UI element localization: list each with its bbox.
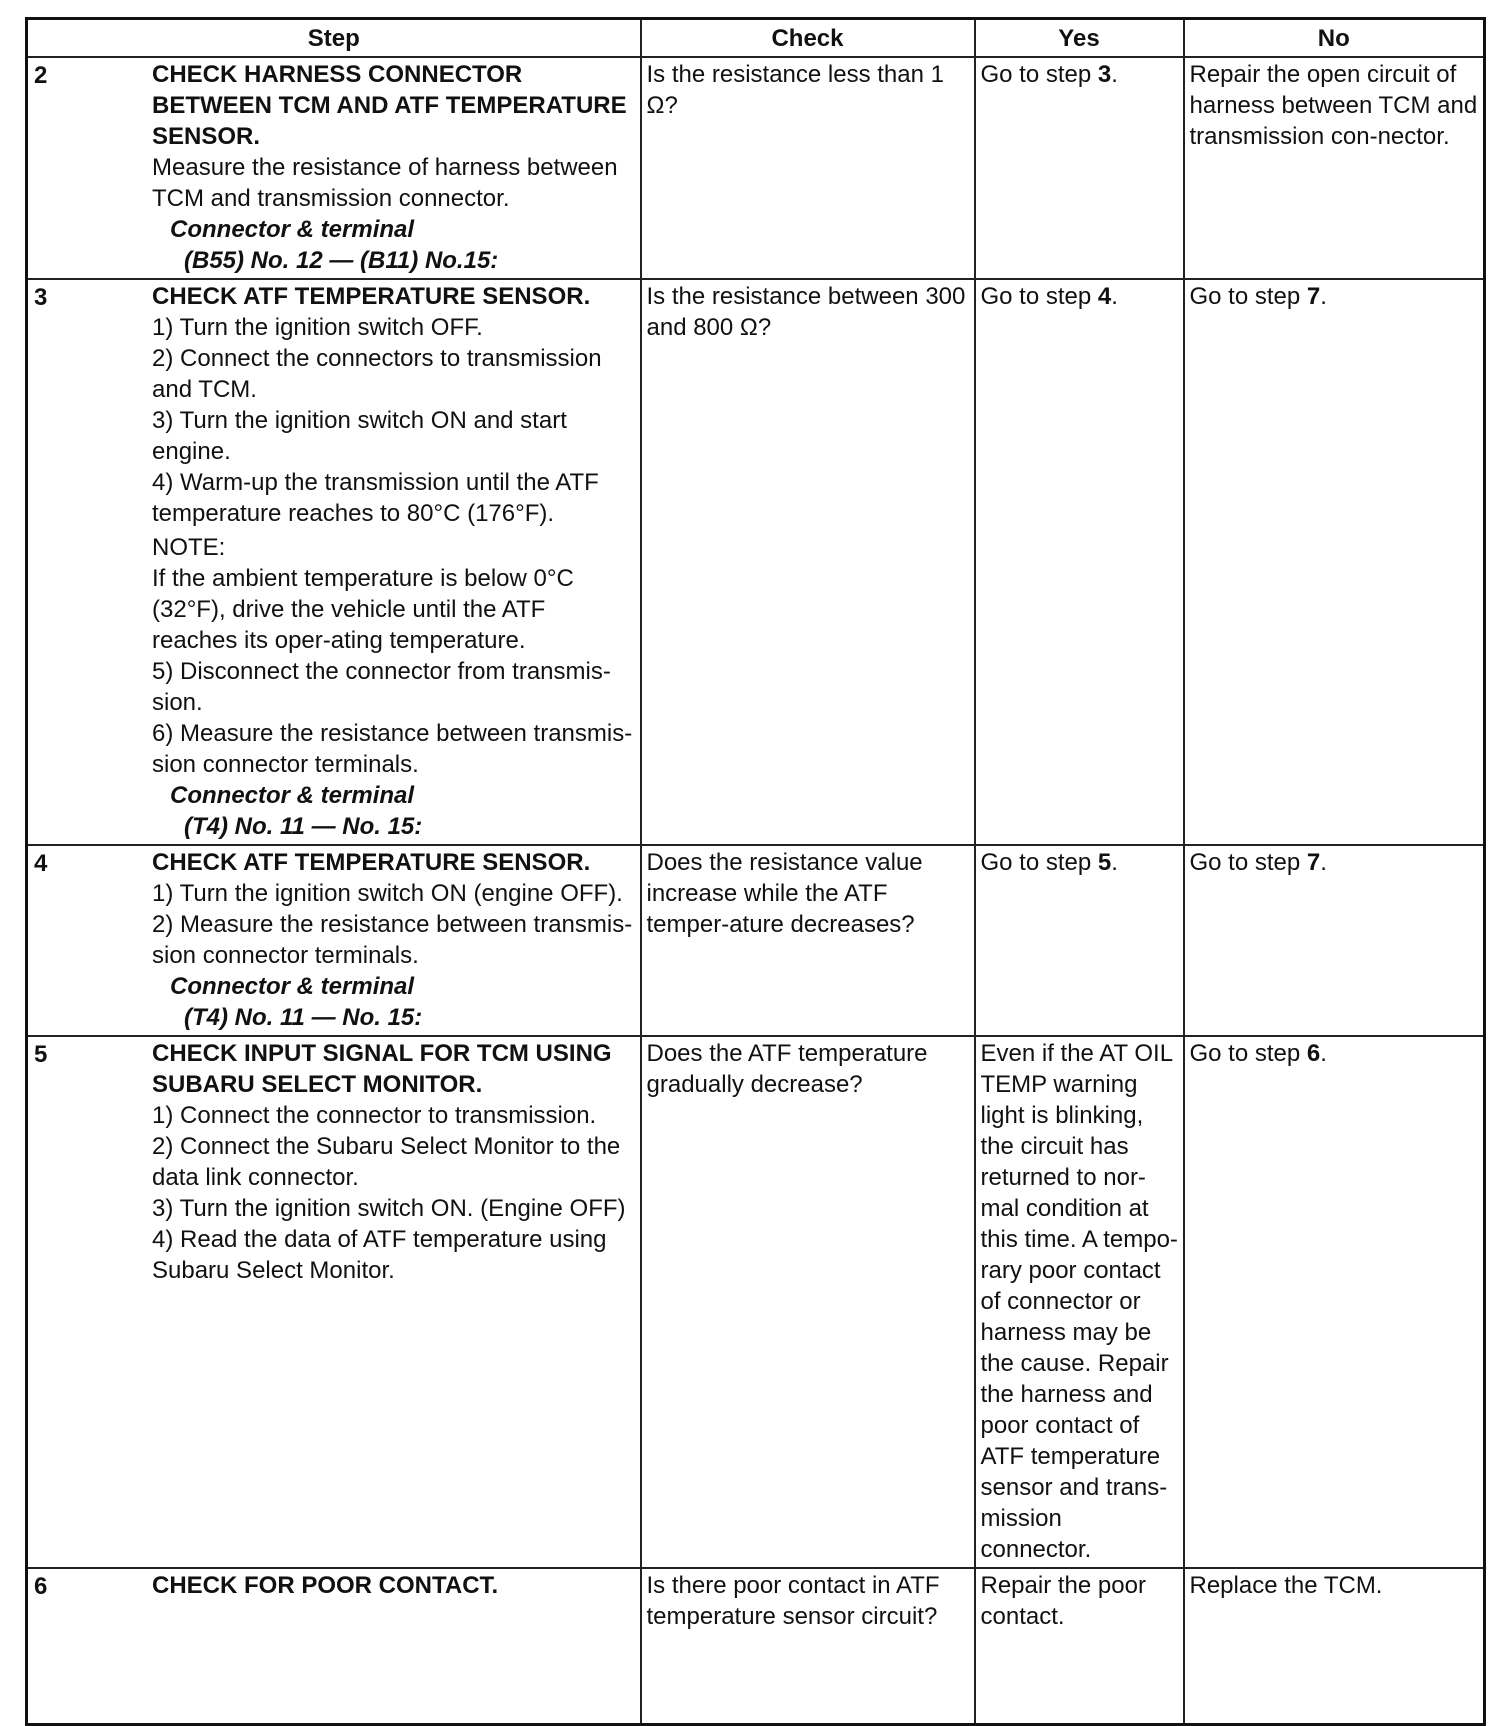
- no-cell: Repair the open circuit of harness between TCM and transmission con-nector.: [1184, 57, 1485, 279]
- check-cell: Does the ATF temperature gradually decrease?: [641, 1036, 975, 1568]
- yes-cell: [975, 845, 1184, 1036]
- no-suffix: .: [1320, 283, 1327, 310]
- header-step: Step: [27, 19, 641, 58]
- no-suffix: .: [1320, 1040, 1327, 1067]
- terminal-label: (B55) No. 12 — (B11) No.15:: [184, 247, 499, 274]
- header-yes: Yes: [975, 19, 1184, 58]
- header-row: [27, 19, 1485, 58]
- connector-label: Connector & terminal: [170, 216, 415, 243]
- step-line: 5) Disconnect the connector from transmis-sion.: [152, 658, 611, 716]
- step-cell: [27, 845, 641, 1036]
- no-cell: [1184, 279, 1485, 845]
- note-label: NOTE:: [152, 534, 226, 561]
- step-cell: [27, 57, 641, 279]
- check-cell: Is there poor contact in ATF temperature sensor circuit?: [641, 1568, 975, 1724]
- no-cell: [1184, 845, 1485, 1036]
- yes-text: Go to step: [980, 849, 1098, 876]
- step-number: 6: [34, 1573, 48, 1600]
- yes-text: Go to step: [980, 283, 1098, 310]
- step-line: Measure the resistance of harness between TCM and transmission connector.: [152, 154, 618, 212]
- no-cell: Replace the TCM.: [1184, 1568, 1485, 1724]
- step-number: 4: [34, 850, 48, 877]
- terminal-label: (T4) No. 11 — No. 15:: [184, 813, 423, 840]
- table-row: [27, 1036, 1485, 1568]
- table-row: [27, 279, 1485, 845]
- yes-cell: [975, 57, 1184, 279]
- step-cell: [27, 1036, 641, 1568]
- step-line: 2) Connect the connectors to transmission and TCM.: [152, 345, 602, 403]
- yes-suffix: .: [1111, 61, 1118, 88]
- header-no: No: [1184, 19, 1485, 58]
- header-check: Check: [641, 19, 975, 58]
- step-line: 2) Measure the resistance between transmis-sion connector terminals.: [152, 911, 633, 969]
- no-text: Go to step: [1189, 849, 1307, 876]
- step-title: CHECK HARNESS CONNECTOR BETWEEN TCM AND ATF TEMPERATURE SENSOR.: [152, 61, 627, 150]
- step-line: 4) Warm-up the transmission until the ATF temperature reaches to 80°C (176°F).: [152, 469, 599, 527]
- table-row: [27, 845, 1485, 1036]
- yes-step-ref: 5: [1097, 849, 1112, 876]
- no-step-ref: 7: [1306, 849, 1321, 876]
- check-cell: Is the resistance less than 1 Ω?: [641, 57, 975, 279]
- step-title: CHECK ATF TEMPERATURE SENSOR.: [152, 849, 591, 876]
- connector-label: Connector & terminal: [170, 973, 415, 1000]
- note-text: If the ambient temperature is below 0°C (32°F), drive the vehicle until the ATF reaches its oper-ating temperature.: [152, 565, 574, 654]
- connector-label: Connector & terminal: [170, 782, 415, 809]
- step-title: CHECK ATF TEMPERATURE SENSOR.: [152, 283, 591, 310]
- no-text: Go to step: [1189, 1040, 1307, 1067]
- step-line: 1) Connect the connector to transmission.: [152, 1102, 597, 1129]
- yes-cell: Repair the poor contact.: [975, 1568, 1184, 1724]
- step-line: 1) Turn the ignition switch ON (engine OFF).: [152, 880, 623, 907]
- step-line: 2) Connect the Subaru Select Monitor to the data link connector.: [152, 1133, 621, 1191]
- table-row: [27, 1568, 1485, 1724]
- yes-step-ref: 4: [1097, 283, 1112, 310]
- check-cell: Does the resistance value increase while the ATF temper-ature decreases?: [641, 845, 975, 1036]
- step-line: 6) Measure the resistance between transmis-sion connector terminals.: [152, 720, 633, 778]
- diagnostic-table: [25, 17, 1486, 1726]
- step-cell: [27, 279, 641, 845]
- check-cell: Is the resistance between 300 and 800 Ω?: [641, 279, 975, 845]
- step-number: 2: [34, 62, 48, 89]
- no-suffix: .: [1320, 849, 1327, 876]
- terminal-label: (T4) No. 11 — No. 15:: [184, 1004, 423, 1031]
- step-cell: [27, 1568, 641, 1724]
- yes-suffix: .: [1111, 283, 1118, 310]
- table-row: [27, 57, 1485, 279]
- step-line: 3) Turn the ignition switch ON and start engine.: [152, 407, 567, 465]
- step-title: CHECK INPUT SIGNAL FOR TCM USING SUBARU SELECT MONITOR.: [152, 1040, 612, 1098]
- step-title: CHECK FOR POOR CONTACT.: [152, 1572, 499, 1599]
- yes-step-ref: 3: [1097, 61, 1112, 88]
- no-text: Go to step: [1189, 283, 1307, 310]
- yes-cell: [975, 279, 1184, 845]
- no-step-ref: 7: [1306, 283, 1321, 310]
- yes-cell: Even if the AT OIL TEMP warning light is blinking, the circuit has returned to nor-mal condition at this time. A tempo-rary poor contact of connector or harness may be the cause. Repair the harness and poor contact of ATF temperature sensor and trans-mission connector.: [975, 1036, 1184, 1568]
- step-number: 3: [34, 284, 48, 311]
- step-line: 3) Turn the ignition switch ON. (Engine OFF): [152, 1195, 626, 1222]
- step-line: 1) Turn the ignition switch OFF.: [152, 314, 483, 341]
- step-number: 5: [34, 1041, 48, 1068]
- yes-text: Go to step: [980, 61, 1098, 88]
- no-step-ref: 6: [1306, 1040, 1321, 1067]
- yes-suffix: .: [1111, 849, 1118, 876]
- no-cell: [1184, 1036, 1485, 1568]
- step-line: 4) Read the data of ATF temperature using Subaru Select Monitor.: [152, 1226, 607, 1284]
